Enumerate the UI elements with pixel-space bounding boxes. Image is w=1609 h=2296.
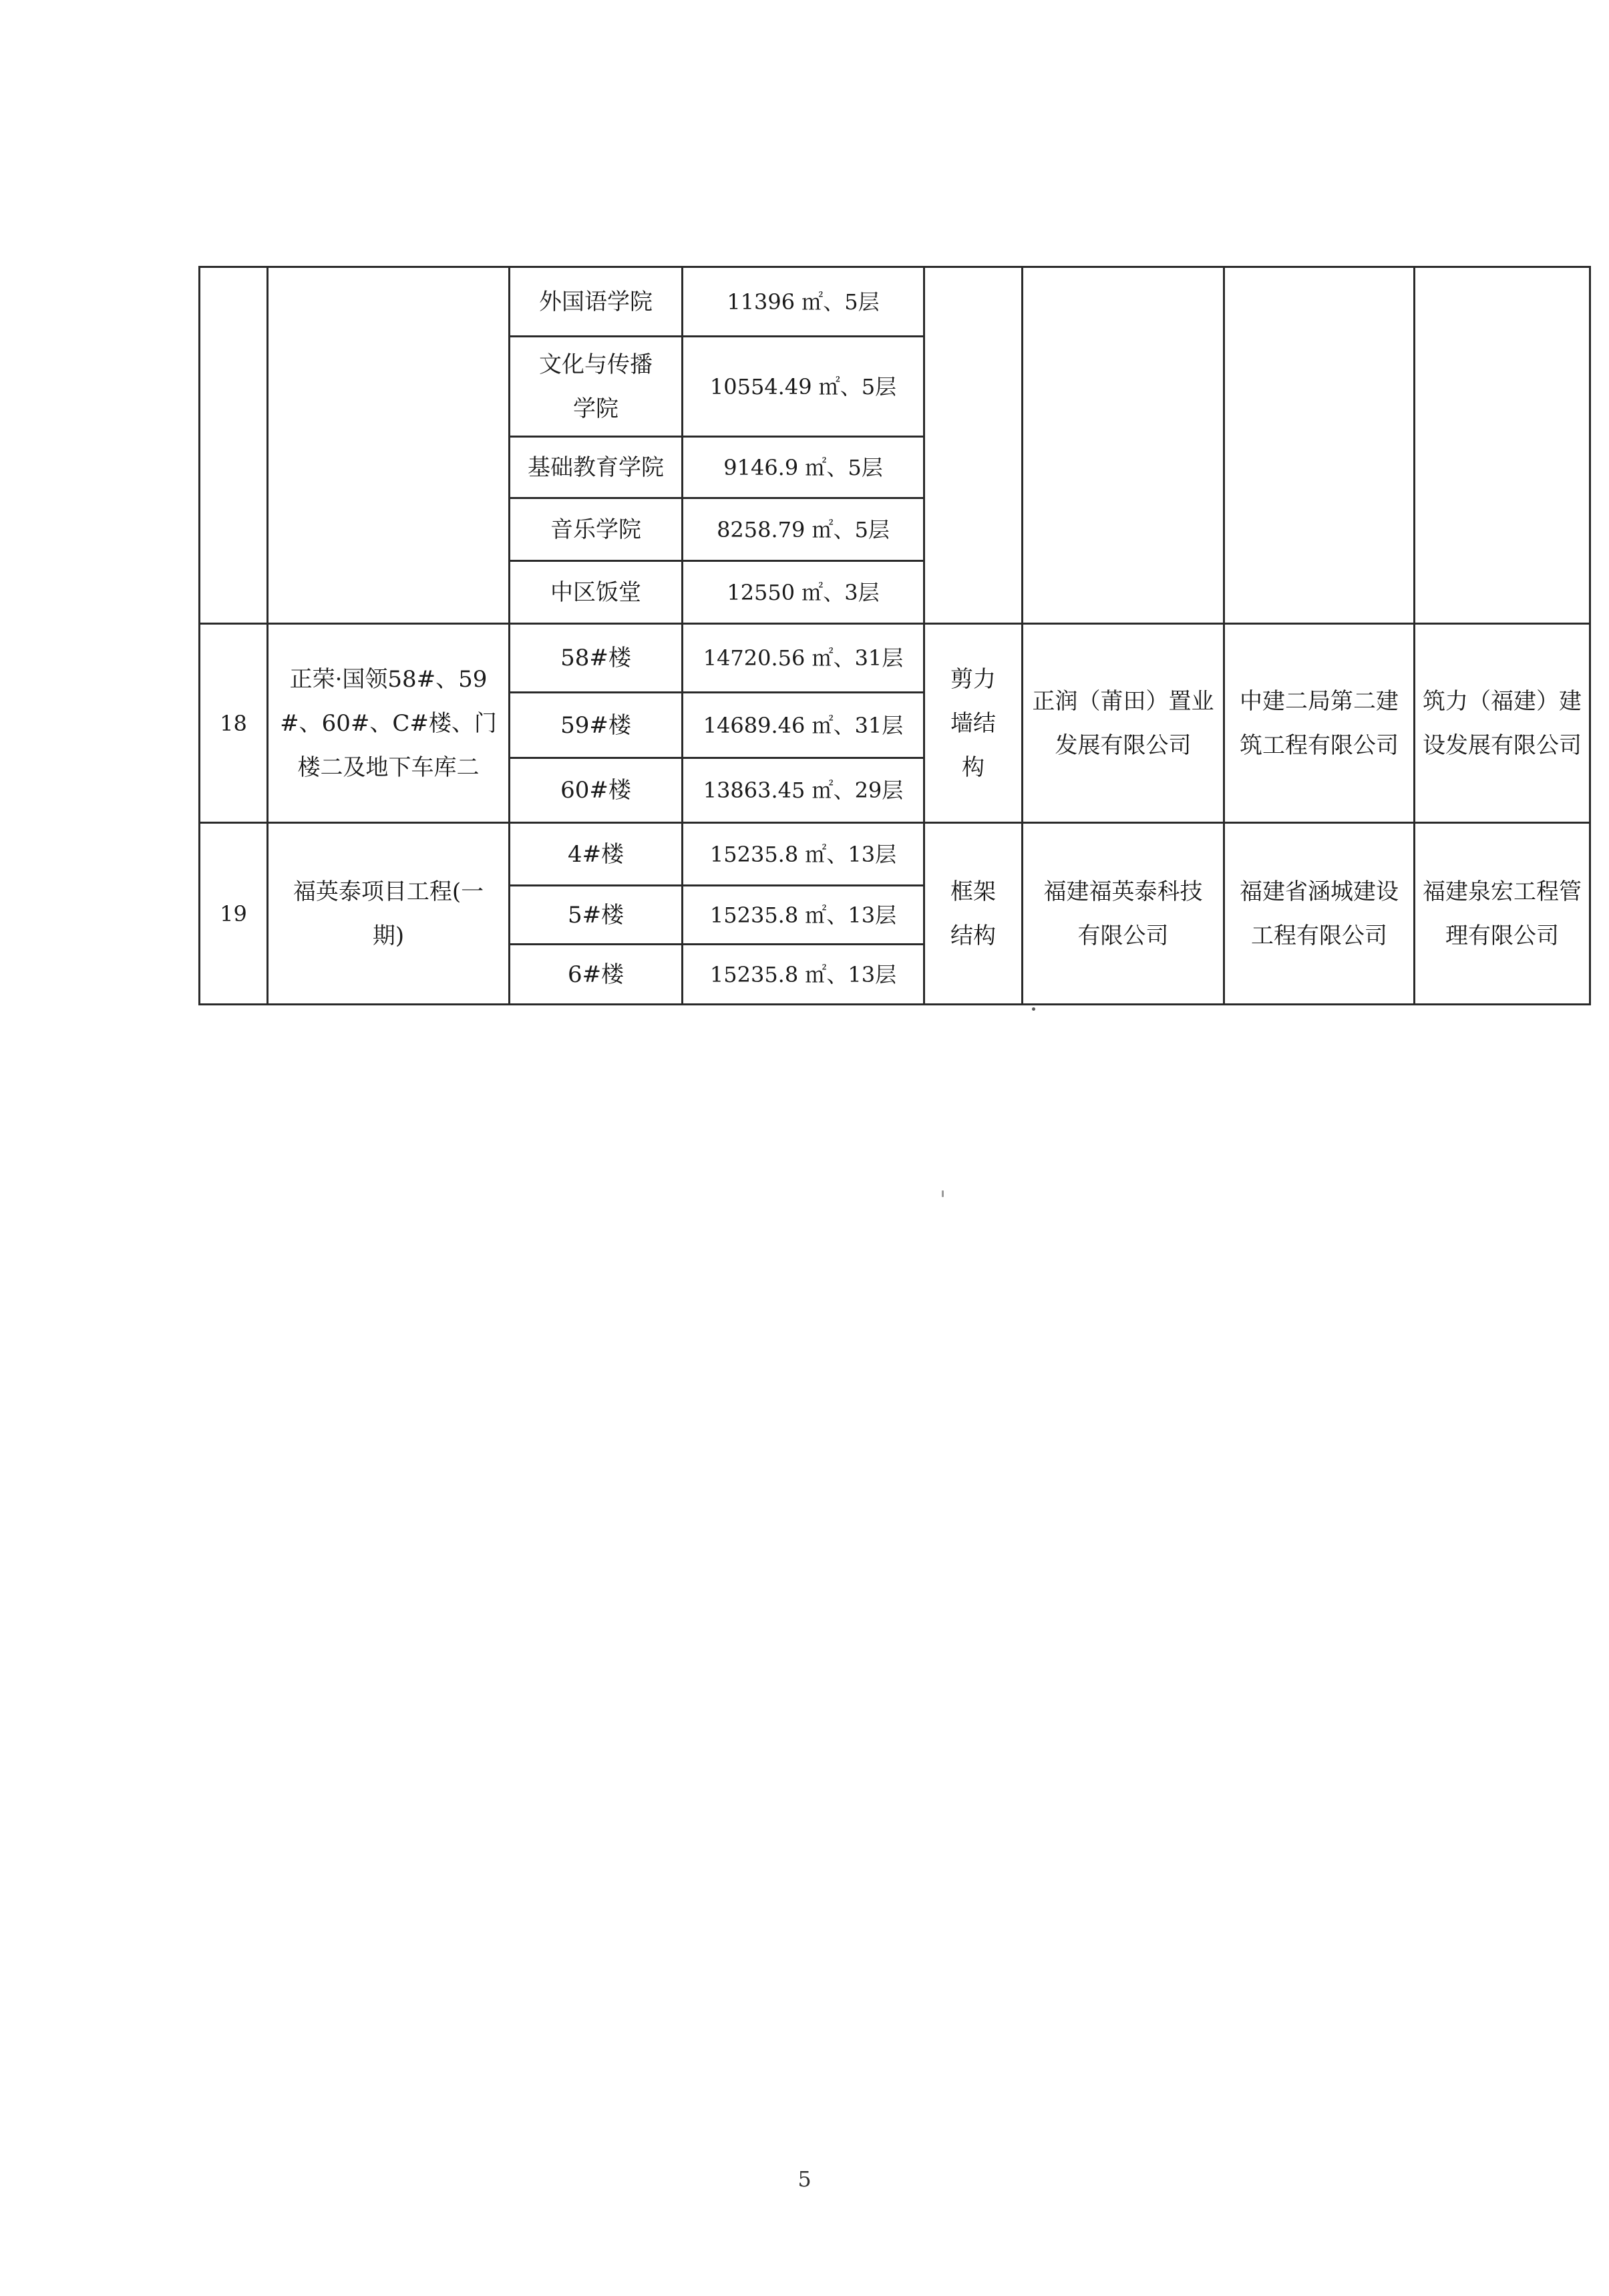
developer-cell: 正润（莆田）置业发展有限公司 (1023, 624, 1224, 823)
project-name-cell: 福英泰项目工程(一期) (268, 823, 510, 1005)
building-cell: 音乐学院 (510, 498, 683, 561)
area-cell: 15235.8 ㎡、13层 (683, 945, 924, 1005)
area-cell: 14720.56 ㎡、31层 (683, 624, 924, 693)
building-cell: 6#楼 (510, 945, 683, 1005)
table-row (200, 823, 1590, 886)
page-number: 5 (797, 2166, 812, 2192)
projects-table (198, 266, 1591, 1005)
scan-speck (1032, 1007, 1035, 1011)
area-cell: 12550 ㎡、3层 (683, 561, 924, 624)
building-cell: 文化与传播学院 (510, 337, 683, 437)
building-cell: 59#楼 (510, 693, 683, 758)
supervisor-cell: 福建泉宏工程管理有限公司 (1415, 823, 1590, 1005)
index-cell: 19 (200, 823, 268, 1005)
structure-cell: 框架结构 (924, 823, 1023, 1005)
area-cell: 15235.8 ㎡、13层 (683, 886, 924, 945)
building-cell: 4#楼 (510, 823, 683, 886)
contractor-cell: 中建二局第二建筑工程有限公司 (1224, 624, 1415, 823)
structure-cell (924, 267, 1023, 624)
area-cell: 9146.9 ㎡、5层 (683, 437, 924, 498)
contractor-cell: 福建省涵城建设工程有限公司 (1224, 823, 1415, 1005)
area-cell: 10554.49 ㎡、5层 (683, 337, 924, 437)
developer-cell (1023, 267, 1224, 624)
developer-cell: 福建福英泰科技有限公司 (1023, 823, 1224, 1005)
building-cell: 60#楼 (510, 758, 683, 823)
contractor-cell (1224, 267, 1415, 624)
supervisor-cell (1415, 267, 1590, 624)
area-cell: 14689.46 ㎡、31层 (683, 693, 924, 758)
building-cell: 外国语学院 (510, 267, 683, 337)
building-cell: 5#楼 (510, 886, 683, 945)
scan-speck (942, 1190, 944, 1197)
structure-cell: 剪力墙结构 (924, 624, 1023, 823)
supervisor-cell: 筑力（福建）建设发展有限公司 (1415, 624, 1590, 823)
area-cell: 13863.45 ㎡、29层 (683, 758, 924, 823)
index-cell (200, 267, 268, 624)
area-cell: 11396 ㎡、5层 (683, 267, 924, 337)
project-name-cell (268, 267, 510, 624)
building-cell: 基础教育学院 (510, 437, 683, 498)
table-row (200, 624, 1590, 693)
table-row (200, 267, 1590, 337)
building-cell: 中区饭堂 (510, 561, 683, 624)
area-cell: 15235.8 ㎡、13层 (683, 823, 924, 886)
area-cell: 8258.79 ㎡、5层 (683, 498, 924, 561)
building-cell: 58#楼 (510, 624, 683, 693)
project-name-cell: 正荣·国领58#、59#、60#、C#楼、门楼二及地下车库二 (268, 624, 510, 823)
index-cell: 18 (200, 624, 268, 823)
